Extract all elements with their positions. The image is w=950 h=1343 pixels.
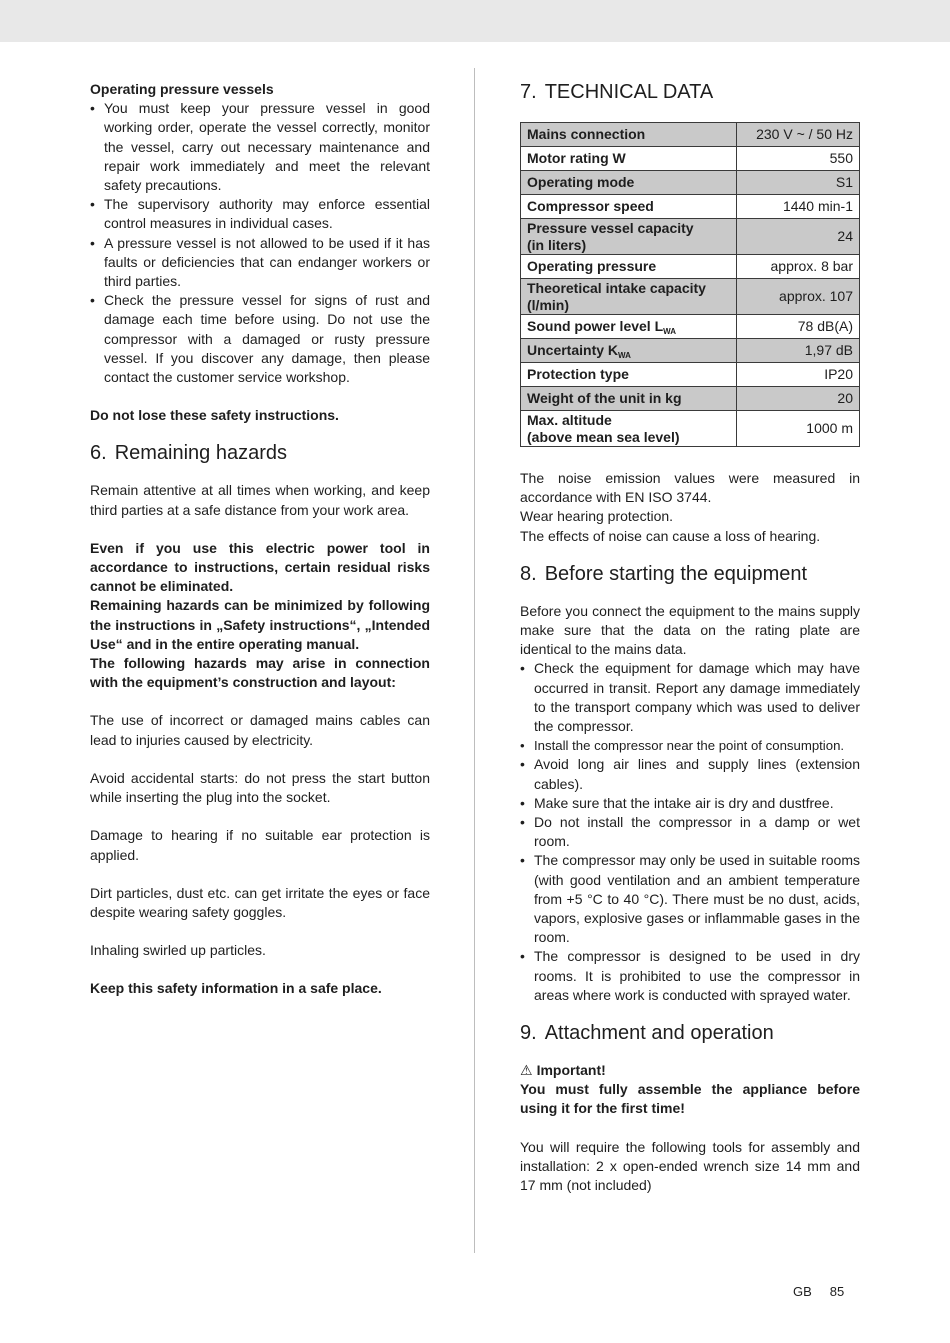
spec-value: 20 (736, 387, 859, 411)
hazards-bold-2: Remaining hazards can be minimized by following the instructions in „Safety instructions“, „Intended Use“ and in the entire operating manual. (90, 597, 430, 652)
table-row (521, 255, 860, 279)
table-row (521, 411, 860, 447)
spec-value: 78 dB(A) (736, 315, 859, 339)
spec-value: 1000 m (736, 411, 859, 447)
list-item: • Do not install the compressor in a damp or wet room. (520, 813, 860, 851)
spec-label: Mains connection (521, 123, 737, 147)
table-row (521, 363, 860, 387)
table-row (521, 315, 860, 339)
spec-label: Operating mode (521, 171, 737, 195)
right-column (520, 80, 860, 1195)
spec-label: Weight of the unit in kg (521, 387, 737, 411)
section-title: Attachment and operation (544, 1022, 774, 1045)
hazards-bold-3: The following hazards may arise in connection with the equipment’s construction and layout: (90, 655, 430, 691)
table-row (521, 195, 860, 219)
hazard-paragraph: Inhaling swirled up particles. (90, 942, 266, 959)
list-item: • The compressor is designed to be used in dry rooms. It is prohibited to use the compressor in areas where work is conducted with sprayed water. (520, 947, 860, 1005)
hazard-paragraph: Dirt particles, dust etc. can get irritate the eyes or face despite wearing safety goggles. (90, 884, 430, 920)
spec-value: 550 (736, 147, 859, 171)
table-row (521, 279, 860, 315)
spec-label: Max. altitude (above mean sea level) (521, 411, 737, 447)
spec-value: approx. 107 (736, 279, 859, 315)
spec-value: 24 (736, 219, 859, 255)
list-item: • A pressure vessel is not allowed to be used if it has faults or deficiencies that can endanger workers or third parties. (90, 234, 430, 292)
before-start-list (520, 659, 860, 1005)
list-item: • Install the compressor near the point of consumption. (520, 736, 860, 755)
spec-label: Operating pressure (521, 255, 737, 279)
hazard-paragraph: The use of incorrect or damaged mains cables can lead to injuries caused by electricity. (90, 712, 430, 748)
list-item: • Avoid long air lines and supply lines (extension cables). (520, 755, 860, 793)
section-number: 7. (520, 81, 537, 103)
vessels-list (90, 99, 430, 387)
spec-value: 230 V ~ / 50 Hz (736, 123, 859, 147)
table-row (521, 387, 860, 411)
page-footer (793, 1284, 862, 1300)
spec-value: S1 (736, 171, 859, 195)
list-item: • The supervisory authority may enforce essential control measures in individual cases. (90, 195, 430, 233)
section-title: Before starting the equipment (544, 562, 808, 585)
spec-label: Uncertainty $K_{WA}$ (521, 339, 737, 363)
section-title: Remaining hazards (114, 442, 288, 465)
table-row (521, 171, 860, 195)
spec-value: approx. 8 bar (736, 255, 859, 279)
page-number: 85 (829, 1284, 845, 1299)
section-9-heading (520, 1021, 860, 1045)
list-item: • Check the equipment for damage which may have occurred in transit. Report any damage immediately to the transport company which was used to deliver the compressor. (520, 659, 860, 736)
list-item: • You must keep your pressure vessel in good working order, operate the vessel correctly, monitor the vessel, carry out necessary maintenance and repair work immediately and meet the relevant safety precautions. (90, 99, 430, 195)
assemble-note: You must fully assemble the appliance before using it for the first time! (520, 1081, 860, 1117)
top-bar (0, 0, 950, 42)
list-item: • The compressor may only be used in suitable rooms (with good ventilation and an ambient temperature from +5 °C to 40 °C). There must be no dust, acids, vapors, explosive gases or inflammable gases in the room. (520, 851, 860, 947)
vessels-heading: Operating pressure vessels (90, 81, 274, 97)
section-number: 9. (520, 1022, 537, 1045)
keep-info-note: Keep this safety information in a safe place. (90, 980, 382, 997)
important-note: ⚠ Important! (520, 1061, 860, 1080)
hazard-paragraph: Avoid accidental starts: do not press the start button while inserting the plug into the socket. (90, 769, 430, 806)
table-row (521, 147, 860, 171)
list-item: • Check the pressure vessel for signs of rust and damage each time before using. Do not use the compressor with a damaged or rusty pressure vessel. If you discover any damage, then please contact the customer service workshop. (90, 291, 430, 387)
technical-data-table (520, 122, 860, 447)
table-row (521, 219, 860, 255)
spec-label: Compressor speed (521, 195, 737, 219)
section-7-heading (520, 80, 860, 104)
section-8-heading (520, 562, 860, 586)
keep-instructions-note: Do not lose these safety instructions. (90, 407, 339, 424)
list-item: • Make sure that the intake air is dry and dustfree. (520, 794, 860, 813)
spec-label: Sound power level $L_{WA}$ (521, 315, 737, 339)
language-code: GB (793, 1284, 812, 1299)
spec-value: IP20 (736, 363, 859, 387)
tools-paragraph: You will require the following tools for assembly and installation: 2 x open-ended wrench size 14 mm and 17 mm (not included) (520, 1138, 860, 1194)
section-title: TECHNICAL DATA (544, 81, 714, 103)
warning-icon: ⚠ (520, 1062, 533, 1079)
spec-value: 1,97 dB (736, 339, 859, 363)
spec-value: 1440 min-1 (736, 195, 859, 219)
spec-label: Theoretical intake capacity (l/min) (521, 279, 737, 315)
section-number: 6. (90, 442, 107, 465)
noise-paragraph: Wear hearing protection. (520, 508, 674, 525)
hazard-paragraph: Damage to hearing if no suitable ear protection is applied. (90, 827, 430, 863)
noise-paragraph: The noise emission values were measured in accordance with EN ISO 3744. (520, 470, 860, 506)
left-column (90, 80, 430, 999)
hazards-intro: Remain attentive at all times when working, and keep third parties at a safe distance from your work area. (90, 482, 430, 518)
hazards-bold-1: Even if you use this electric power tool in accordance to instructions, certain residual risks cannot be eliminated. (90, 539, 430, 595)
section-number: 8. (520, 562, 537, 585)
spec-label: Protection type (521, 363, 737, 387)
section-6-heading (90, 441, 430, 465)
table-row (521, 123, 860, 147)
spec-label: Pressure vessel capacity (in liters) (521, 219, 737, 255)
noise-paragraph: The effects of noise can cause a loss of hearing. (520, 527, 821, 544)
table-row (521, 339, 860, 363)
column-divider (474, 68, 475, 1253)
spec-label: Motor rating W (521, 147, 737, 171)
before-start-intro: Before you connect the equipment to the mains supply make sure that the data on the rating plate are identical to the mains data. (520, 602, 860, 658)
